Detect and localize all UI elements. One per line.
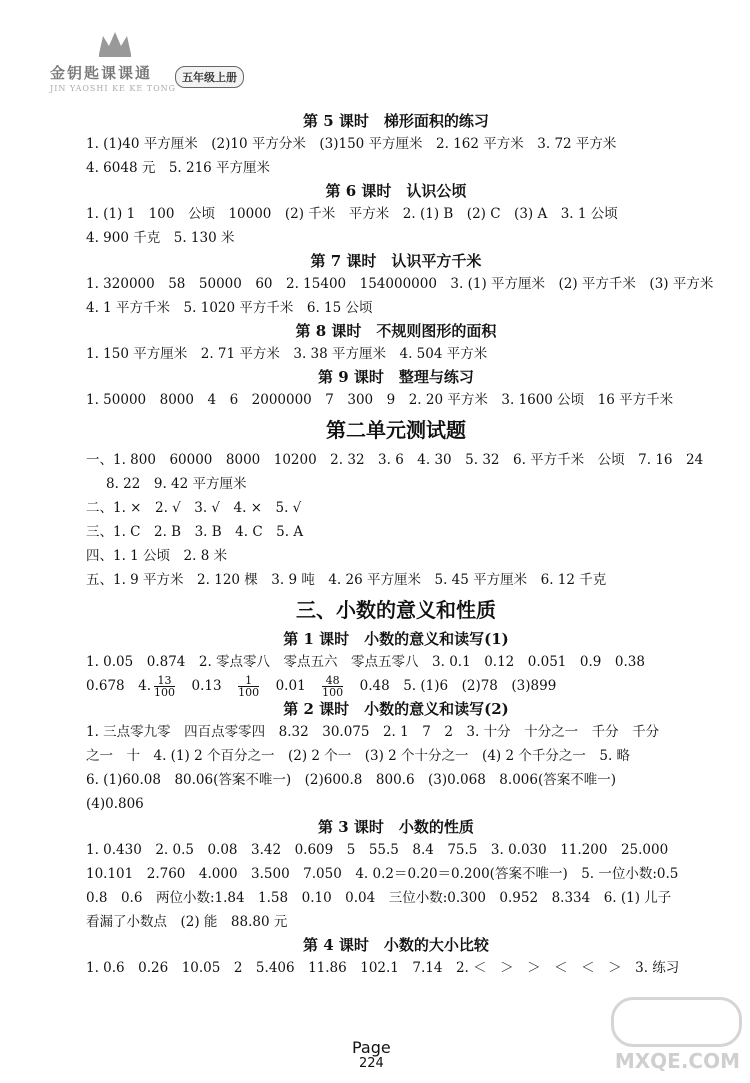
answer-line: 1. (1)40 平方厘米 (2)10 平方分米 (3)150 平方厘米 2. 162 平方米 3. 72 平方米 xyxy=(86,136,617,152)
fraction-denominator: 100 xyxy=(154,686,176,699)
lesson-title: 第 3 课时 小数的性质 xyxy=(318,818,474,836)
answer-line: 1. 三点零九零 四百点零零四 8.32 30.075 2. 1 7 2 3. 十分 十分之一 千分 千分 xyxy=(86,724,660,740)
unit-title: 第二单元测试题 xyxy=(326,418,466,442)
answer-line: 三、1. C 2. B 3. B 4. C 5. A xyxy=(86,524,304,540)
answer-line: 之一 十 4. (1) 2 个百分之一 (2) 2 个一 (3) 2 个十分之一 (4) 2 个千分之一 5. 略 xyxy=(86,748,631,764)
lesson-title: 第 1 课时 小数的意义和读写(1) xyxy=(283,630,509,648)
lesson-title: 第 8 课时 不规则图形的面积 xyxy=(295,322,497,340)
answer-line: 看漏了小数点 (2) 能 88.80 元 xyxy=(86,914,288,930)
brand-subtitle: JIN YAOSHI KE KE TONG xyxy=(50,84,177,93)
watermark-text: MXQE.COM xyxy=(614,1049,740,1073)
watermark-badge xyxy=(611,997,742,1047)
answer-line: 一、1. 800 60000 8000 10200 2. 32 3. 6 4. 30 5. 32 6. 平方千米 公顷 7. 16 24 xyxy=(86,452,704,468)
lesson-title: 第 2 课时 小数的意义和读写(2) xyxy=(283,700,509,718)
answer-line: 0.8 0.6 两位小数:1.84 1.58 0.10 0.04 三位小数:0.300 0.952 8.334 6. (1) 儿子 xyxy=(86,890,672,906)
answer-line: 1. 150 平方厘米 2. 71 平方米 3. 38 平方厘米 4. 504 平方米 xyxy=(86,346,488,362)
answer-content xyxy=(86,110,714,980)
answer-line: (4)0.806 xyxy=(86,796,144,812)
page-number-block xyxy=(352,1040,391,1071)
watermark-logo xyxy=(612,997,742,1077)
lesson-title: 第 4 课时 小数的大小比较 xyxy=(303,936,489,954)
answer-line: 6. (1)60.08 80.06(答案不唯一) (2)600.8 800.6 (3)0.068 8.006(答案不唯一) xyxy=(86,772,616,788)
grade-badge: 五年级上册 xyxy=(175,66,244,88)
lesson-title: 第 6 课时 认识公顷 xyxy=(325,182,467,200)
answer-line: 1. 0.6 0.26 10.05 2 5.406 11.86 102.1 7.14 2. ＜ ＞ ＞ ＜ ＜ ＞ 3. 练习 xyxy=(86,960,680,976)
fraction-denominator: 100 xyxy=(238,686,260,699)
answer-line: 四、1. 1 公顷 2. 8 米 xyxy=(86,548,228,564)
answer-line-fractions xyxy=(86,674,706,698)
brand-name: 金钥匙课课通 xyxy=(50,64,153,82)
fraction-3 xyxy=(322,675,343,698)
fraction-1 xyxy=(154,675,175,698)
answer-line: 1. 0.05 0.874 2. 零点零八 零点五六 零点五零八 3. 0.1 0.12 0.051 0.9 0.38 xyxy=(86,654,645,670)
answer-line: 4. 900 千克 5. 130 米 xyxy=(86,230,235,246)
fraction-denominator: 100 xyxy=(322,686,344,699)
line-text: 0.678 4. xyxy=(86,678,152,694)
line-text: 0.01 xyxy=(275,678,306,694)
fraction-numerator: 1 xyxy=(238,675,259,687)
page-number: 224 xyxy=(358,1056,384,1071)
page-label: Page xyxy=(352,1038,391,1057)
answer-line: 4. 6048 元 5. 216 平方厘米 xyxy=(86,160,271,176)
lesson-title: 第 5 课时 梯形面积的练习 xyxy=(303,112,489,130)
fraction-2 xyxy=(238,675,259,698)
answer-line: 1. 50000 8000 4 6 2000000 7 300 9 2. 20 平方米 3. 1600 公顷 16 平方千米 xyxy=(86,392,674,408)
answer-line: 10.101 2.760 4.000 3.500 7.050 4. 0.2＝0.20＝0.200(答案不唯一) 5. 一位小数:0.5 xyxy=(86,866,679,882)
line-text: 0.13 xyxy=(191,678,222,694)
answer-line: 二、1. × 2. √ 3. √ 4. × 5. √ xyxy=(86,500,302,516)
header-logo xyxy=(40,28,300,98)
lesson-title: 第 7 课时 认识平方千米 xyxy=(310,252,482,270)
unit-title: 三、小数的意义和性质 xyxy=(296,598,496,622)
answer-line: 五、1. 9 平方米 2. 120 棵 3. 9 吨 4. 26 平方厘米 5. 45 平方厘米 6. 12 千克 xyxy=(86,572,607,588)
answer-line: 4. 1 平方千米 5. 1020 平方千米 6. 15 公顷 xyxy=(86,300,373,316)
answer-line: 1. (1) 1 100 公顷 10000 (2) 千米 平方米 2. (1) B (2) C (3) A 3. 1 公顷 xyxy=(86,206,618,222)
answer-line: 1. 0.430 2. 0.5 0.08 3.42 0.609 5 55.5 8.4 75.5 3. 0.030 11.200 25.000 xyxy=(86,842,669,858)
lesson-title: 第 9 课时 整理与练习 xyxy=(318,368,474,386)
answer-line: 8. 22 9. 42 平方厘米 xyxy=(106,476,247,492)
line-text: 0.48 5. (1)6 (2)78 (3)899 xyxy=(359,678,557,694)
fraction-numerator: 13 xyxy=(154,675,175,687)
fraction-numerator: 48 xyxy=(322,675,343,687)
crown-icon xyxy=(95,28,135,58)
answer-line: 1. 320000 58 50000 60 2. 15400 154000000 3. (1) 平方厘米 (2) 平方千米 (3) 平方米 xyxy=(86,276,714,292)
